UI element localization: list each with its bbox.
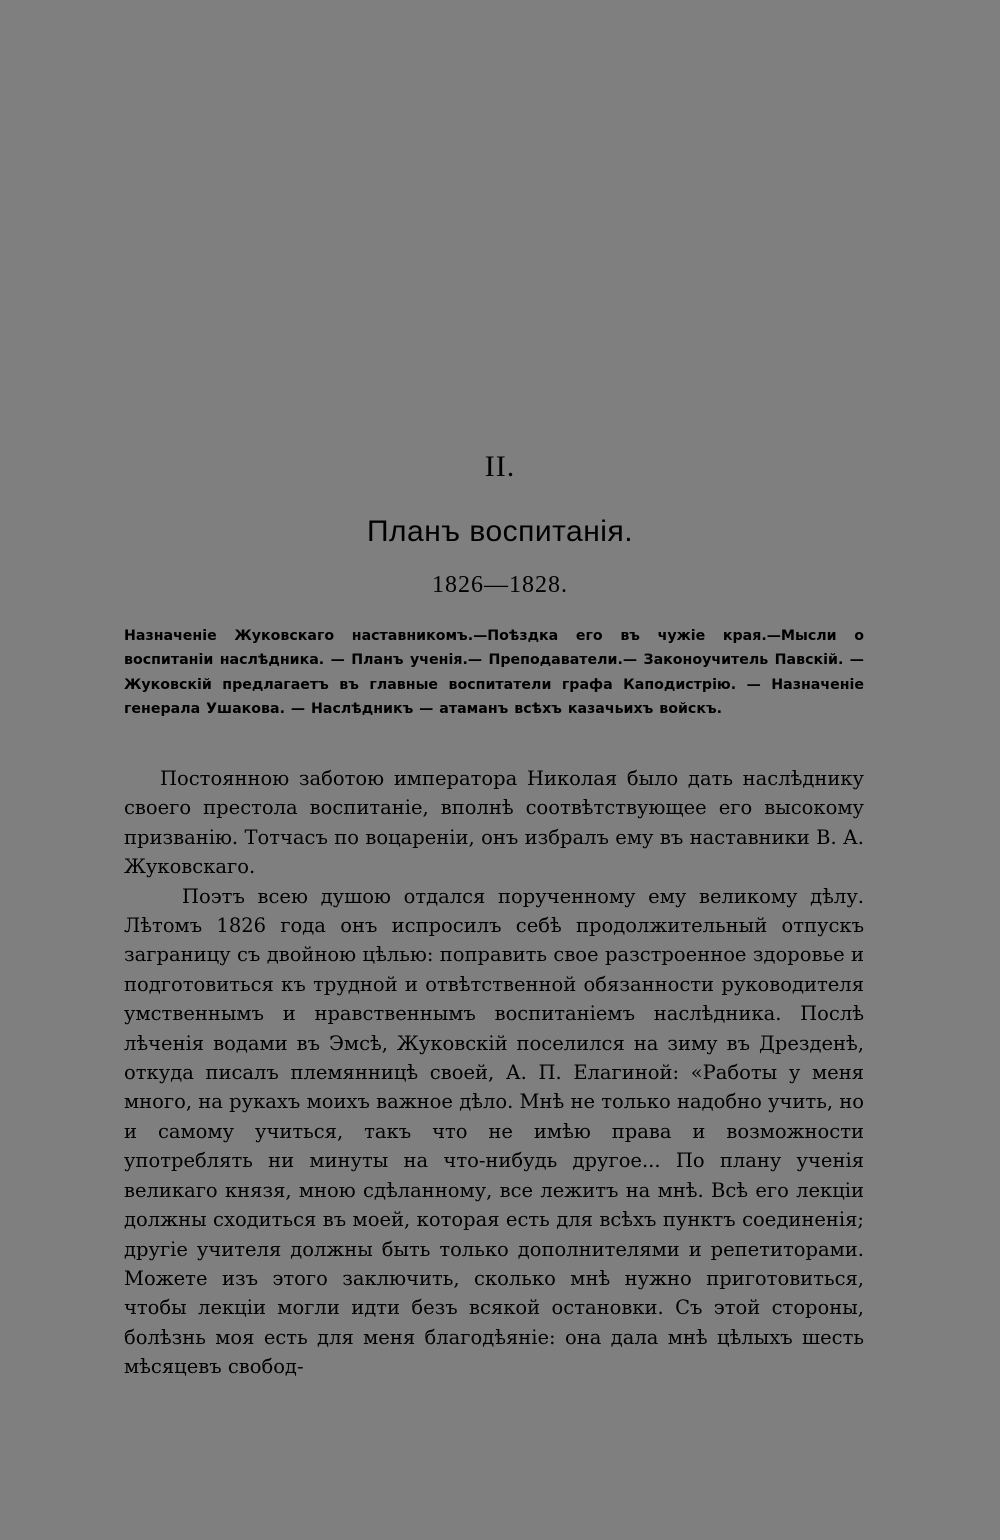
chapter-title: Планъ воспитанія.	[366, 515, 634, 548]
chapter-summary	[124, 624, 864, 721]
paragraph-1: Постоянною заботою императора Николая было дать наслѣднику своего престола воспитаніе, вполнѣ соотвѣтствующее его высокому призванію. Тотчасъ по воцареніи, онъ избралъ ему въ наставники В. А. Жуковскаго.	[124, 767, 864, 879]
body-text	[124, 764, 864, 1382]
paragraph-2: Поэтъ всею душою отдался порученному ему великому дѣлу. Лѣтомъ 1826 года онъ испросилъ себѣ продолжительный отпускъ заграницу съ двойною цѣлью: поправить свое разстроенное здоровье и подготовиться къ трудной и отвѣтственной обязанности руководителя умственнымъ и нравственнымъ воспитаніемъ наслѣдника. Послѣ лѣченія водами въ Эмсѣ, Жуковскій поселился на зиму въ Дрезденѣ, откуда писалъ племянницѣ своей, А. П. Елагиной: «Работы у меня много, на рукахъ моихъ важное дѣло. Мнѣ не только надобно учить, но и самому учиться, такъ что не имѣю права и возможности употреблять ни минуты на что-нибудь другое... По плану ученія великаго князя, мною сдѣланному, все лежитъ на мнѣ. Всѣ его лекціи должны сходиться въ моей, которая есть для всѣхъ пунктъ соединенія; другіе учителя должны быть только дополнителями и репетиторами. Можете изъ этого заключить, сколько мнѣ нужно приготовиться, чтобы лекціи могли идти безъ всякой остановки. Съ этой стороны, болѣзнь моя есть для меня благодѣяніе: она дала мнѣ цѣлыхъ шесть мѣсяцевъ свобод-	[124, 884, 864, 1379]
chapter-summary-text: Назначеніе Жуковскаго наставникомъ.—Поѣздка его въ чужіе края.—Мысли о воспитаніи наслѣдника. — Планъ ученія.— Преподаватели.— Законоучитель Павскій. — Жуковскій предлагаетъ въ главные воспитатели графа Каподистрію. — Назначеніе генерала Ушакова. — Наслѣдникъ — атаманъ всѣхъ казачьихъ войскъ.	[124, 628, 864, 717]
chapter-years: 1826—1828.	[432, 572, 568, 598]
chapter-number: II.	[484, 450, 516, 483]
